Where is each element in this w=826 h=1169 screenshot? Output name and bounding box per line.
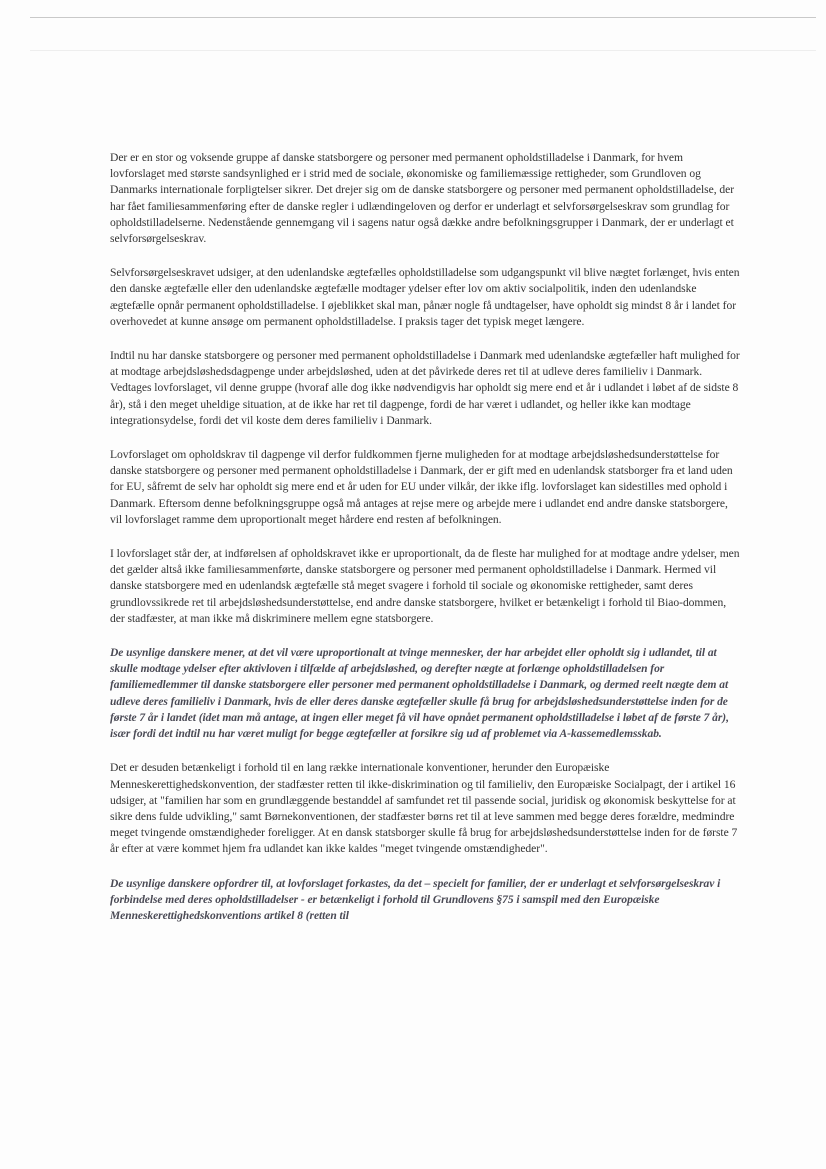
paragraph-6: Det er desuden betænkeligt i forhold til en lang række internationale konventioner, herunder den Europæiske Menneskerettighedskonvention, der stadfæster retten til ikke-diskrimination og til familieliv, den Europæiske Socialpagt, der i artikel 16 udsiger, at "familien har som en grundlæggende bestanddel af samfundet ret til passende social, juridisk og økonomisk beskyttelse for at sikre dens fulde udvikling," samt Børnekonventionen, der stadfæster børns ret til at leve sammen med begge deres forældre, medmindre meget tvingende omstændigheder foreligger. At en dansk statsborger skulle få brug for arbejdsløshedsunderstøttelse inden for de første 7 år efter at være kommet hjem fra udlandet kan ikke kaldes "meget tvingende omstændigheder".	[110, 761, 738, 856]
paragraph-3: Indtil nu har danske statsborgere og personer med permanent opholdstilladelse i Danmark med udenlandske ægtefæller haft mulighed for at modtage arbejdsløshedsdagpenge under arbejdsløshed, uden at det påvirkede deres ret til at udleve deres familieliv i Danmark. Vedtages lovforslaget, vil denne gruppe (hvoraf alle dog ikke nødvendigvis har opholdt sig mere end et år i udlandet i løbet af de sidste 8 år), stå i den meget uheldige situation, at de ikke har ret til dagpenge, fordi de har været i udlandet, og heller ikke kan modtage integrationsydelse, fordi det vil koste dem deres familieliv i Danmark.	[110, 349, 740, 427]
emphasis-paragraph-1: De usynlige danskere mener, at det vil være uproportionalt at tvinge mennesker, der har arbejdet eller opholdt sig i udlandet, til at skulle modtage ydelser efter aktivloven i tilfælde af arbejdsløshed, og derefter nægte at forlænge opholdstilladelsen for familiemedlemmer til danske statsborgere eller personer med permanent opholdstilladelse i Danmark, og dermed reelt nægte dem at udleve deres familieliv i Danmark, hvis de eller deres danske ægtefæller skulle få brug for arbejdsløshedsunderstøttelse inden for de første 7 år i landet (idet man må antage, at ingen eller meget få vil have opnået permanent opholdstilladelse i løbet af de første 7 år), især fordi det indtil nu har været muligt for begge ægtefæller at forsikre sig ud af problemet via A-kassemedlemsskab.	[110, 647, 729, 741]
emphasis-paragraph-2: De usynlige danskere opfordrer til, at lovforslaget forkastes, da det – specielt for familier, der er underlagt et selvforsørgelseskrav i forbindelse med deres opholdstilladelser - er betænkeligt i forhold til Grundlovens §75 i samspil med den Europæiske Menneskerettighedskonventions artikel 8 (retten til	[110, 877, 721, 922]
paragraph-4: Lovforslaget om opholdskrav til dagpenge vil derfor fuldkommen fjerne muligheden for at modtage arbejdsløshedsunderstøttelse for danske statsborgere og personer med permanent opholdstilladelse i Danmark, der er gift med en udenlandsk statsborger fra et land uden for EU, såfremt de selv har opholdt sig mere end et år uden for EU under vilkår, der ikke iflg. lovforslaget kan sidestilles med ophold i Danmark. Eftersom denne befolkningsgruppe også må antages at rejse mere og arbejde mere i udlandet end andre danske statsborgere, vil lovforslaget ramme dem uproportionalt meget hårdere end resten af befolkningen.	[110, 448, 733, 526]
scan-edge-line-faint	[30, 50, 816, 51]
document-body	[110, 150, 740, 942]
scan-edge-line	[30, 17, 816, 18]
paragraph-5: I lovforslaget står der, at indførelsen af opholdskravet ikke er uproportionalt, da de fleste har mulighed for at modtage andre ydelser, men det gælder altså ikke familiesammenførte, danske statsborgere og personer med permanent opholdstilladelse i Danmark. Hermed vil danske statsborgere med en udenlandsk ægtefælle stå meget svagere i forhold til sociale og økonomiske rettigheder, samt deres grundlovssikrede ret til arbejdsløshedsunderstøttelse, end andre danske statsborgere, hvilket er betænkeligt i forhold til Biao-dommen, der stadfæster, at man ikke må diskriminere mellem egne statsborgere.	[110, 547, 740, 625]
paragraph-2: Selvforsørgelseskravet udsiger, at den udenlandske ægtefælles opholdstilladelse som udgangspunkt vil blive nægtet forlænget, hvis enten den danske ægtefælle eller den udenlandske ægtefælle modtager ydelser efter lov om aktiv socialpolitik, inden den udenlandske ægtefælle opnår permanent opholdstilladelse. I øjeblikket skal man, pånær nogle få undtagelser, have opholdt sig mindst 8 år i landet for overhovedet at kunne ansøge om permanent opholdstilladelse. I praksis tager det typisk meget længere.	[110, 266, 740, 328]
paragraph-1: Der er en stor og voksende gruppe af danske statsborgere og personer med permanent opholdstilladelse i Danmark, for hvem lovforslaget med største sandsynlighed er i strid med de sociale, økonomiske og familiemæssige rettigheder, som Grundloven og Danmarks internationale forpligtelser sikrer. Det drejer sig om de danske statsborgere og personer med permanent opholdstilladelse, der har fået familiesammenføring efter de danske regler i udlændingeloven og derfor er underlagt et selvforsørgelseskrav som grundlag for opholdstilladelserne. Nedenstående gennemgang vil i sagens natur også dække andre befolkningsgrupper i Danmark, der er underlagt et selvforsørgelseskrav.	[110, 151, 735, 246]
